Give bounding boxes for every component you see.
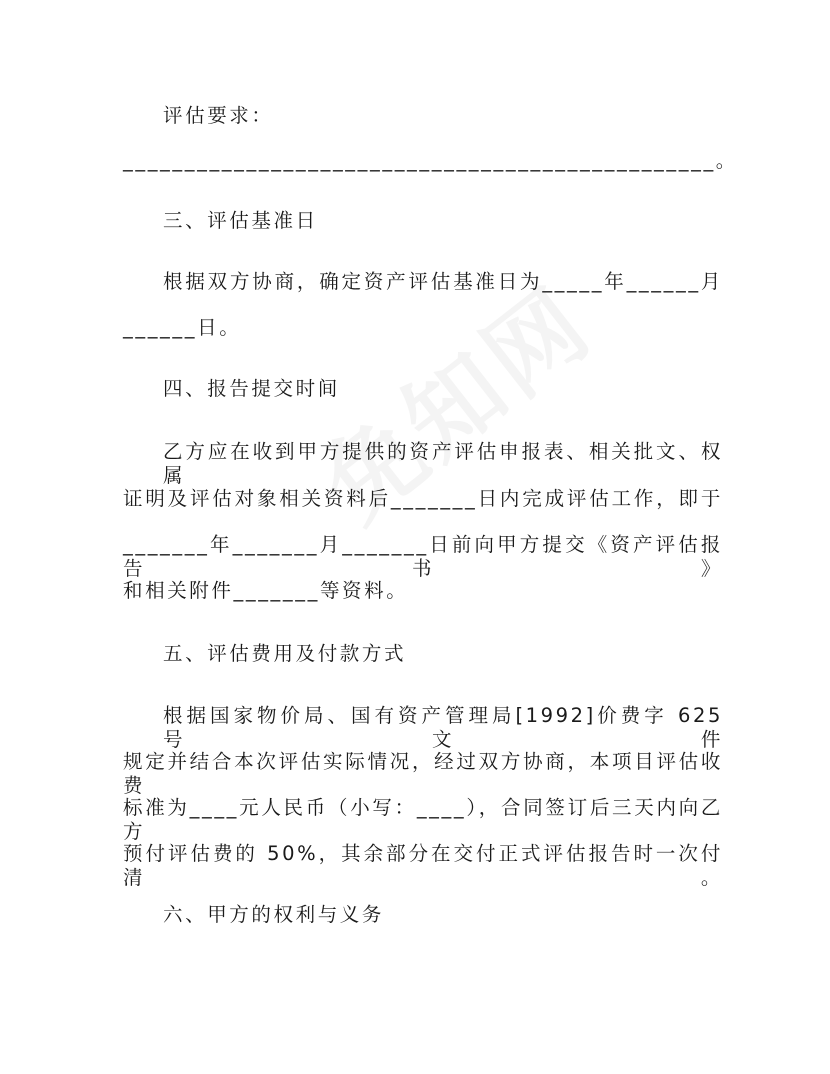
- section-heading-fees: 五、评估费用及付款方式: [163, 642, 407, 665]
- paragraph-line: 根据双方协商，确定资产评估基准日为_____年______月: [163, 270, 723, 293]
- paragraph-line: ______日。: [123, 316, 242, 339]
- evaluation-requirements-label: 评估要求：: [163, 104, 274, 127]
- section-heading-report-time: 四、报告提交时间: [163, 377, 340, 400]
- paragraph-line: 根据国家物价局、国有资产管理局[1992]价费字 625 号文件: [163, 704, 723, 751]
- section-heading-party-a-rights: 六、甲方的权利与义务: [163, 903, 385, 926]
- paragraph-line: 和相关附件_______等资料。: [123, 579, 409, 602]
- paragraph-line: 预付评估费的 50%，其余部分在交付正式评估报告时一次付清。: [123, 842, 723, 889]
- paragraph-line: 标准为____元人民币（小写：____），合同签订后三天内向乙方: [123, 796, 723, 843]
- paragraph-line: 规定并结合本次评估实际情况，经过双方协商，本项目评估收费: [123, 750, 723, 797]
- section-heading-base-date: 三、评估基准日: [163, 209, 318, 232]
- evaluation-requirements-blank: ________________________________________________。: [123, 149, 738, 172]
- paragraph-line: 证明及评估对象相关资料后_______日内完成评估工作，即于: [123, 487, 723, 510]
- paragraph-line: _______年_______月_______日前向甲方提交《资产评估报告书》: [123, 533, 723, 580]
- paragraph-line: 乙方应在收到甲方提供的资产评估申报表、相关批文、权属: [163, 440, 723, 487]
